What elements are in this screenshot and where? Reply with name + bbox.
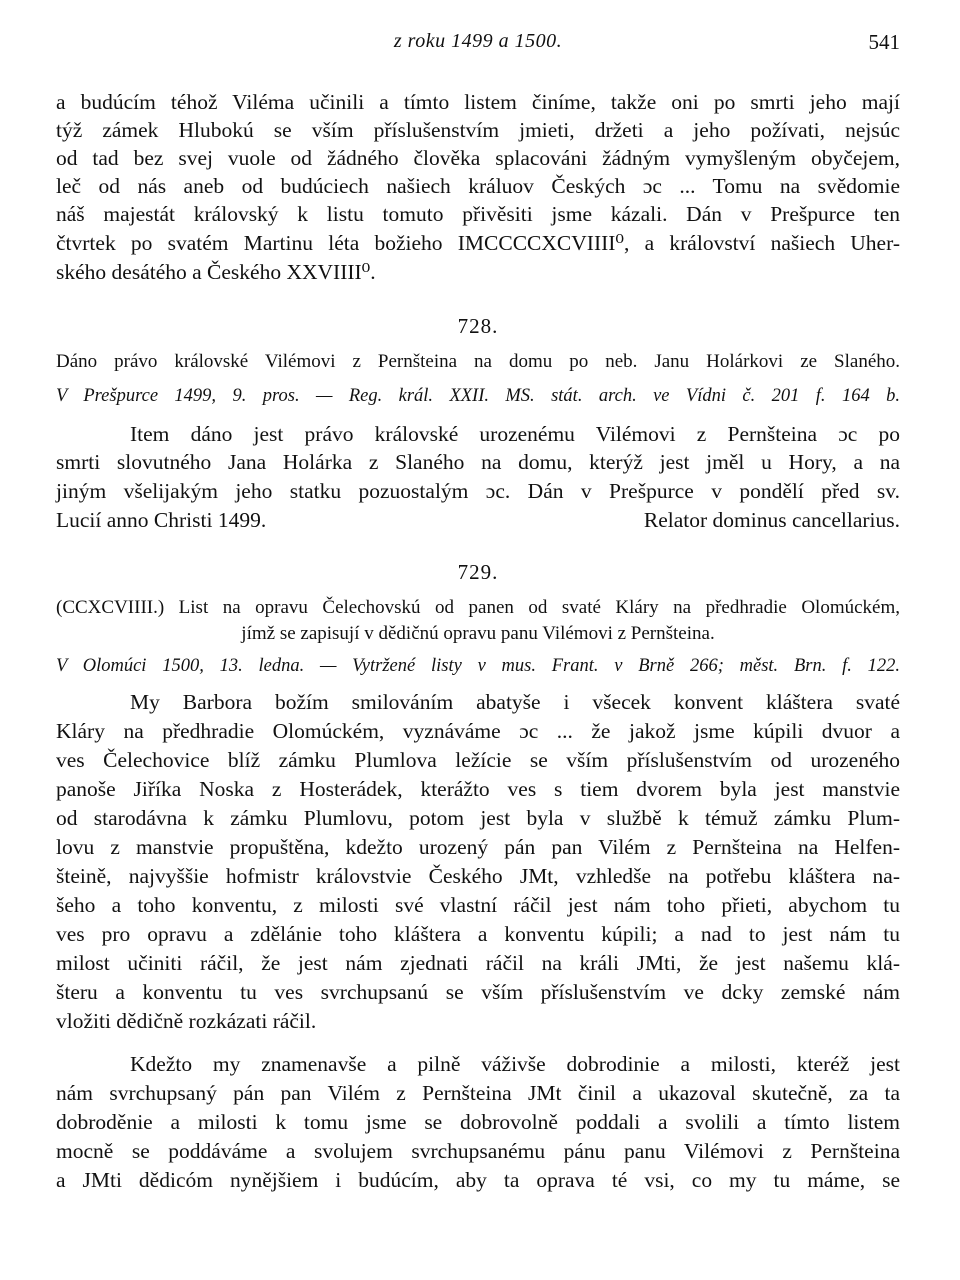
text-line: smrti slovutného Jana Holárka z Slaného na domu, kterýž jest jměl u Hory, a na (56, 450, 900, 474)
text-line: milost učiniti ráčil, že jest nám zjednati ráčil na králi JMti, že jest našemu klá- (56, 951, 900, 975)
page-header (56, 30, 900, 66)
text-line: čtvrtek po svatém Martinu léta božieho IMCCCCXCVIIII⁰, a království našiech Uher- (56, 231, 900, 255)
text-line: šteině, najvyššie hofmistr královstvie Českého JMt, vzhledše na potřebu kláštera na- (56, 864, 900, 888)
text-line: a budúcím téhož Viléma učinili a tímto listem činíme, takže oni po smrti jeho mají (56, 90, 900, 114)
text-line: šteru a konventu tu ves svrchupsanú se vším příslušenstvím ve dcky zemské nám (56, 980, 900, 1004)
text-line: šeho a toho konventu, z milosti své vlastní ráčil jest nám toho přieti, abychom tu (56, 893, 900, 917)
text-line: panoše Jiříka Noska z Hosterádek, kterážto ves s tiem dvorem byla jest manstvie (56, 777, 900, 801)
text-line: týž zámek Hlubokú se vším příslušenstvím jmieti, držeti a jeho požívati, nejsúc (56, 118, 900, 142)
text-line: a JMti dědicóm nynějšiem i budúcím, aby ta oprava té vsi, co my tu máme, se (56, 1168, 900, 1192)
document-summary-continued: jímž se zapisují v dědičnú opravu panu Vilémovi z Pernšteina. (241, 623, 715, 644)
text-line: náš majestát královský k listu tomuto přivěsiti jsme kázali. Dán v Prešpurce ten (56, 202, 900, 226)
document-source: V Olomúci 1500, 13. ledna. — Vytržené listy v mus. Frant. v Brně 266; měst. Brn. f. 122. (56, 656, 900, 676)
document-number: 729. (457, 560, 499, 584)
text-line: Kláry na předhradie Olomúckém, vyznáváme ɔc ... že jakož jsme kúpili dvuor a (56, 719, 900, 743)
text-line: My Barbora božím smilováním abatyše i všecek konvent kláštera svaté (130, 690, 900, 714)
text-line: vložiti dědičně rozkázati ráčil. (56, 1009, 317, 1033)
running-title: z roku 1499 a 1500. (393, 30, 563, 52)
text-line: ves Čelechovice blíž zámku Plumlova ležície se vším příslušenstvím od urozeného (56, 748, 900, 772)
document-source: V Prešpurce 1499, 9. pros. — Reg. král. XXII. MS. stát. arch. ve Vídni č. 201 f. 164 b. (56, 386, 900, 406)
text-line-date: Lucií anno Christi 1499. (56, 508, 267, 532)
document-summary: Dáno právo královské Vilémovi z Pernšteina na domu po neb. Janu Holárkovi ze Slaného. (56, 351, 900, 372)
relator-note: Relator dominus cancellarius. (643, 508, 900, 532)
text-line: dobroděnie a milosti k tomu jsme se dobrovolně poddali a svolili a tímto listem (56, 1110, 900, 1134)
text-line: od tad bez svej vuole od žádného člověka splacováni žádným vymyšleným obyčejem, (56, 146, 900, 170)
text-line: nám svrchupsaný pán pan Vilém z Pernšteina JMt činil a ukazoval skutečně, za ta (56, 1081, 900, 1105)
document-number: 728. (457, 314, 499, 338)
text-line: od starodávna k zámku Plumlovu, potom jest byla v službě k témuž zámku Plum- (56, 806, 900, 830)
text-line: ského desátého a Českého XXVIIII⁰. (56, 260, 376, 284)
text-line: lovu z manstvie propuštěna, kdežto urozený pán pan Vilém z Pernšteina na Helfen- (56, 835, 900, 859)
page-number: 541 (868, 30, 900, 54)
text-line: ves pro opravu a zdělánie toho kláštera a konventu kúpili; a nad to jest nám tu (56, 922, 900, 946)
text-line: jiným všelijakým jeho statku pozuostalým ɔc. Dán v Prešpurce v pondělí před sv. (56, 479, 900, 503)
document-summary: (CCXCVIIII.) List na opravu Čelechovskú od panen od svaté Kláry na předhradie Olomúckém, (56, 597, 900, 618)
text-line: Item dáno jest právo královské urozenému Vilémovi z Pernšteina ɔc po (130, 422, 900, 446)
text-line: mocně se poddáváme a svolujem svrchupsanému pánu panu Vilémovi z Pernšteina (56, 1139, 900, 1163)
text-line: Kdežto my znamenavše a pilně váživše dobrodinie a milosti, kteréž jest (130, 1052, 900, 1076)
text-line: leč od nás aneb od budúciech našiech králuov Českých ɔc ... Tomu na svědomie (56, 174, 900, 198)
